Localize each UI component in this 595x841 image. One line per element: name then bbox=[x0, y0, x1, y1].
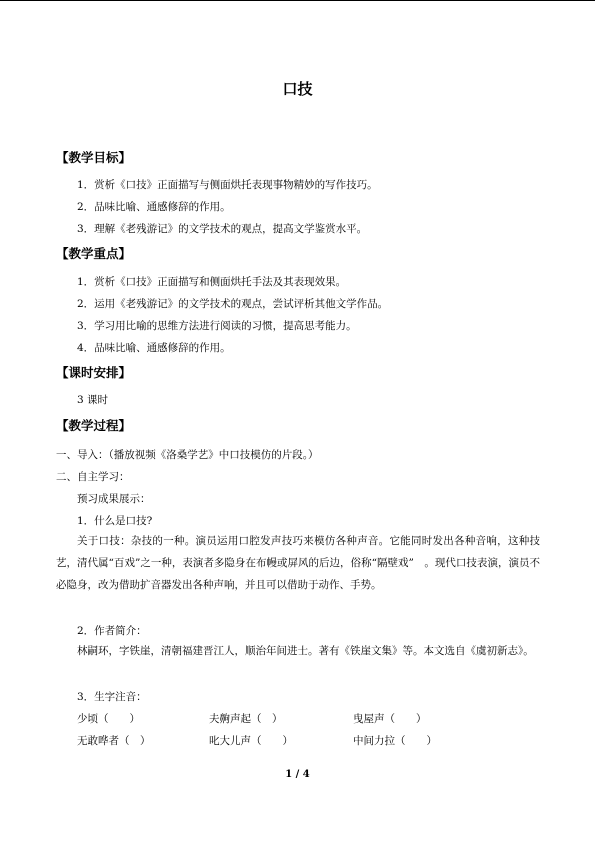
key-point-item: 2．运用《老残游记》的文学技术的观点，尝试评析其他文学作品。 bbox=[77, 298, 389, 310]
pinyin-item: 无敢哗者（ ） bbox=[77, 735, 151, 747]
pinyin-item: 曳屋声（ ） bbox=[353, 713, 427, 725]
goal-item: 1．赏析《口技》正面描写与侧面烘托表现事物精妙的写作技巧。 bbox=[77, 179, 378, 191]
process-step-self-study: 二、自主学习： bbox=[56, 471, 130, 483]
goal-item: 2．品味比喻、通感修辞的作用。 bbox=[77, 201, 231, 213]
section-heading-goals: 【教学目标】 bbox=[56, 150, 132, 165]
section-heading-schedule: 【课时安排】 bbox=[56, 365, 132, 380]
page-title: 口技 bbox=[282, 80, 313, 98]
page-number: 1 / 4 bbox=[285, 769, 310, 780]
pinyin-item: 中间力拉（ ） bbox=[353, 735, 437, 747]
question-2: 2．作者简介： bbox=[77, 625, 147, 637]
key-point-item: 1．赏析《口技》正面描写和侧面烘托手法及其表现效果。 bbox=[77, 276, 347, 288]
schedule-text: 3 课时 bbox=[77, 394, 109, 406]
goal-item: 3．理解《老残游记》的文学技术的观点，提高文学鉴赏水平。 bbox=[77, 223, 368, 235]
pinyin-item: 叱大儿声（ ） bbox=[209, 735, 293, 747]
question-2-answer: 林嗣环，字铁崖，清朝福建晋江人，顺治年间进士。著有《铁崖文集》等。本文选自《虞初新志》。 bbox=[77, 645, 534, 657]
process-step-intro: 一、导入：（播放视频《洛桑学艺》中口技模仿的片段。） bbox=[56, 449, 319, 461]
key-point-item: 4．品味比喻、通感修辞的作用。 bbox=[77, 342, 231, 354]
question-1-answer: 关于口技：杂技的一种。演员运用口腔发声技巧来模仿各种声音。它能同时发出各种音响，这种技艺，清代属“百戏”之一种，表演者多隐身在布幔或屏风的后边，俗称“隔壁戏” 。现代口技表演，演员不必隐身，改为借助扩音器发出各种声响，并且可以借助于动作、手势。 bbox=[56, 535, 540, 591]
key-point-item: 3．学习用比喻的思维方法进行阅读的习惯，提高思考能力。 bbox=[77, 320, 357, 332]
section-heading-key-points: 【教学重点】 bbox=[56, 246, 132, 261]
question-1: 1．什么是口技? bbox=[77, 515, 153, 527]
preview-label: 预习成果展示： bbox=[77, 493, 151, 505]
page-top-rule bbox=[0, 0, 595, 1]
pinyin-item: 夫齁声起（ ） bbox=[209, 713, 283, 725]
pinyin-item: 少顷（ ） bbox=[77, 713, 140, 725]
section-heading-process: 【教学过程】 bbox=[56, 418, 132, 433]
question-3: 3．生字注音： bbox=[77, 691, 147, 703]
